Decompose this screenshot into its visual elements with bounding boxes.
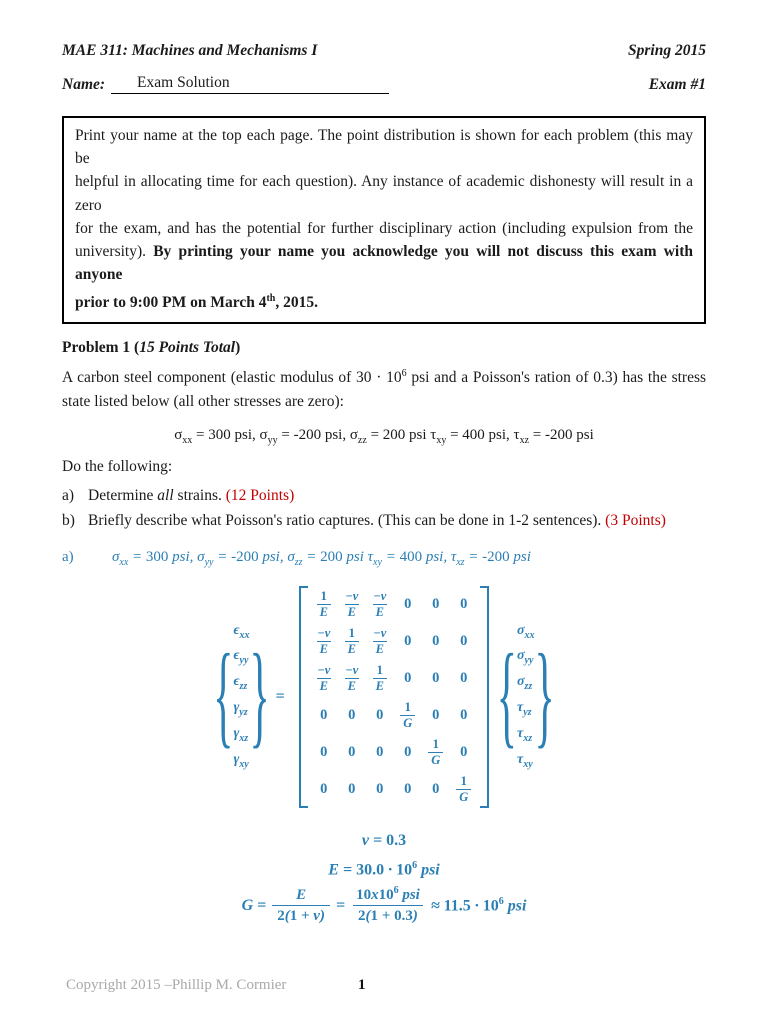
item-text: Briefly describe what Poisson's ratio captures. (This can be done in 1-2 sentences). (3 Points)	[88, 511, 666, 529]
matrix-bracket-left	[299, 586, 308, 808]
matrix-cell: $\frac{-v}{E}$	[345, 588, 359, 619]
matrix-cell: 0	[376, 780, 384, 797]
matrix-cell: 0	[348, 706, 356, 723]
matrix-cell: 0	[432, 780, 440, 797]
vector-entry: $\sigma_{yy}$	[516, 648, 534, 667]
question-item-b	[62, 508, 706, 533]
matrix-cell: 0	[404, 780, 412, 797]
matrix-row	[310, 697, 478, 734]
matrix-cell: 0	[404, 595, 412, 612]
matrix-cell: 0	[404, 632, 412, 649]
left-brace: {	[213, 633, 234, 761]
vector-entry: $\sigma_{zz}$	[516, 674, 533, 692]
problem-intro-line-1: A carbon steel component (elastic modulus of $30 \cdot 10^6$ psi and a Poisson's ration of 0.3) has the stress	[62, 367, 707, 386]
question-list	[62, 483, 706, 533]
strain-vector	[233, 620, 249, 775]
matrix-cell: 0	[460, 743, 468, 760]
vector-entry: $\tau_{xy}$	[516, 751, 533, 770]
g-fraction-numeric: $10x10^6$ psi 2(1 + 0.3)	[351, 885, 425, 926]
item-label: a)	[62, 486, 75, 504]
item-text: Determine all strains. (12 Points)	[88, 486, 295, 504]
matrix-row	[310, 623, 478, 660]
right-brace: }	[249, 633, 270, 761]
matrix-cell: 0	[460, 632, 468, 649]
vector-entry: $\sigma_{xx}$	[516, 622, 535, 641]
matrix-cell: 0	[432, 632, 440, 649]
instructions-box	[62, 116, 706, 324]
instructions-line: prior to 9:00 PM on March 4th, 2015.	[75, 292, 318, 311]
poisson-ratio-equation: v = 0.3	[361, 831, 407, 849]
page-number: 1	[358, 977, 366, 993]
points-badge: (3 Points)	[605, 511, 666, 529]
stress-state-line: $\sigma_{xx} = 300$ psi, $\sigma_{yy} = -200$ psi, $\sigma_{zz} = 200$ psi $\tau_{xy} = 400$ psi, $\tau_{xz} = -200$ psi	[174, 426, 594, 446]
matrix-cell: 0	[320, 706, 328, 723]
problem-intro	[62, 362, 706, 414]
matrix-cell: 0	[348, 743, 356, 760]
vector-entry: $\gamma_{xz}$	[233, 725, 249, 744]
matrix-cell: 0	[460, 706, 468, 723]
copyright-text: Copyright 2015 –Phillip M. Cormier	[66, 977, 287, 993]
matrix-cell: $\frac{-v}{E}$	[317, 662, 331, 693]
matrix-row	[310, 771, 478, 808]
matrix-cell: 0	[460, 595, 468, 612]
material-constants	[62, 828, 706, 926]
shear-modulus-equation	[242, 885, 527, 926]
matrix-cell: 0	[404, 743, 412, 760]
matrix-cell: $\frac{-v}{E}$	[373, 625, 387, 656]
solution-stress-line: $\sigma_{xx} = 300$ psi, $\sigma_{yy} = -200$ psi, $\sigma_{zz} = 200$ psi $\tau_{xy} = 400$ psi, $\tau_{xz} = -200$ psi	[112, 548, 531, 568]
left-brace: {	[496, 633, 517, 761]
course-title: MAE 311: Machines and Mechanisms I	[62, 42, 318, 59]
vector-entry: $\tau_{yz}$	[516, 699, 532, 718]
elastic-modulus-equation: $E = 30.0 \cdot 10^6$ psi	[328, 859, 440, 879]
instructions-line: helpful in allocating time for each question). Any instance of academic dishonesty will result in a zero	[75, 173, 693, 214]
matrix-cell: 0	[432, 669, 440, 686]
solution-part-a	[62, 549, 706, 568]
matrix-cell: $\frac{1}{E}$	[366, 660, 394, 697]
g-result: ≈ $11.5 \cdot 10^6$ psi	[430, 895, 527, 915]
matrix-cell: $\frac{1}{E}$	[310, 586, 338, 623]
right-brace: }	[534, 633, 555, 761]
name-field	[111, 74, 389, 94]
vector-entry: $\epsilon_{xx}$	[233, 622, 250, 641]
name-row	[62, 74, 706, 94]
instructions-line: university). By printing your name you acknowledge you will not discuss this exam with anyone	[75, 243, 693, 284]
matrix-cell: 0	[376, 706, 384, 723]
matrix-cell: 0	[320, 780, 328, 797]
stress-vector	[517, 620, 535, 775]
matrix-cell: $\frac{1}{E}$	[338, 623, 366, 660]
vector-entry: $\epsilon_{yy}$	[233, 648, 249, 667]
g-fraction-symbolic: $\frac{E}{2(1 + v)}$	[272, 886, 330, 926]
matrix-row	[310, 660, 478, 697]
matrix-cell: 0	[460, 669, 468, 686]
matrix-bracket-right	[480, 586, 489, 808]
g-lhs: G =	[241, 896, 267, 914]
compliance-matrix	[310, 586, 478, 808]
vector-entry: $\epsilon_{zz}$	[233, 674, 248, 692]
matrix-row	[310, 586, 478, 623]
problem-title: Problem 1 (15 Points Total)	[62, 338, 241, 356]
points-badge: (12 Points)	[225, 486, 295, 504]
vector-entry: $\gamma_{yz}$	[233, 699, 248, 718]
matrix-cell: $\frac{1}{G}$	[394, 697, 422, 734]
vector-entry: $\gamma_{xy}$	[233, 751, 249, 770]
page-header	[62, 42, 706, 60]
matrix-cell: $\frac{-v}{E}$	[373, 588, 387, 619]
equals-sign: =	[275, 687, 285, 705]
item-label: b)	[62, 511, 75, 529]
instructions-line: Print your name at the top each page. The point distribution is shown for each problem (this may be	[75, 127, 693, 168]
name-value: Exam Solution	[137, 74, 230, 91]
matrix-cell: 0	[432, 595, 440, 612]
matrix-cell: $\frac{1}{G}$	[450, 771, 478, 808]
exam-number: Exam #1	[648, 76, 706, 93]
matrix-cell: 0	[376, 743, 384, 760]
matrix-equation	[62, 586, 706, 808]
matrix-cell: 0	[320, 743, 328, 760]
question-item-a	[62, 483, 706, 508]
problem-intro-line-2: state listed below (all other stresses are zero):	[62, 392, 344, 410]
name-label: Name:	[62, 76, 106, 93]
g-mid-equals: =	[335, 896, 346, 914]
solution-label: a)	[62, 548, 74, 565]
matrix-cell: 0	[404, 669, 412, 686]
matrix-cell: $\frac{-v}{E}$	[345, 662, 359, 693]
matrix-cell: $\frac{1}{G}$	[422, 734, 450, 771]
matrix-row	[310, 734, 478, 771]
matrix-cell: $\frac{-v}{E}$	[317, 625, 331, 656]
do-following-label: Do the following:	[62, 457, 173, 475]
instructions-line: for the exam, and has the potential for further disciplinary action (including expulsion from the	[75, 219, 693, 237]
term-label: Spring 2015	[628, 42, 706, 59]
matrix-cell: 0	[348, 780, 356, 797]
vector-entry: $\tau_{xz}$	[516, 725, 533, 744]
matrix-cell: 0	[432, 706, 440, 723]
page-footer	[66, 977, 702, 994]
